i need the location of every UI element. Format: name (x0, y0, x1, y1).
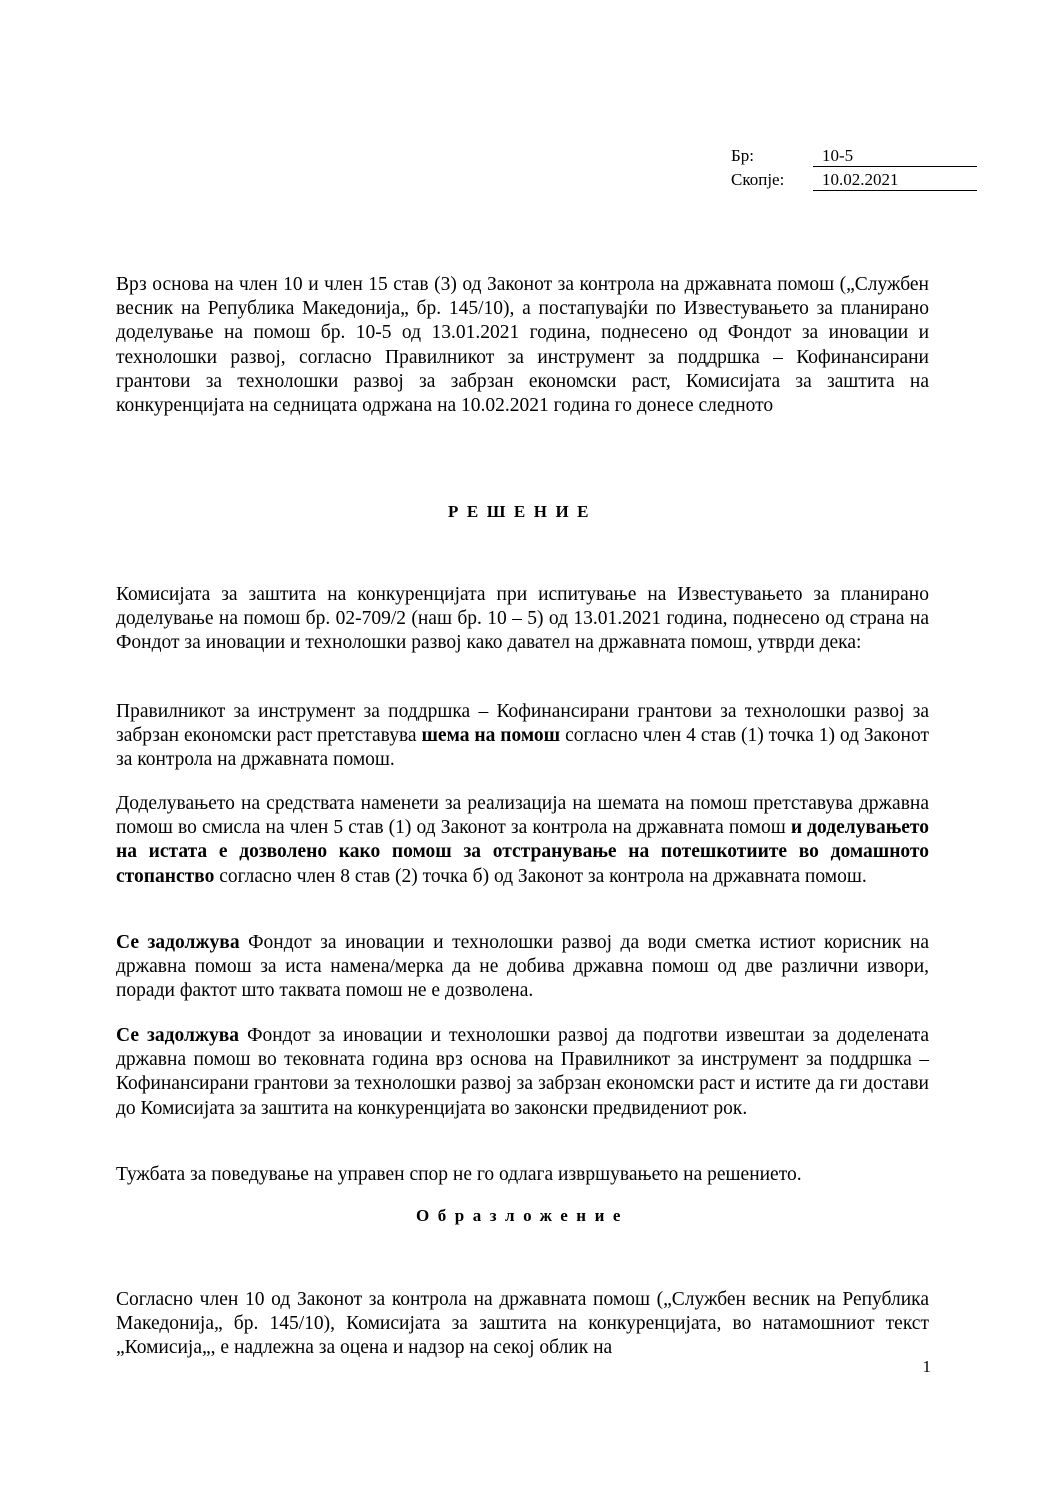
reasoning-text-1: Согласно член 10 од Законот за контрола на државната помош („Службен весник на Република Македонија„ бр. 145/10), Комисијата за заштита на конкуренцијата, во натамошниот текст „Комисија„, е надлежна за оцена и надзор на секој облик на (116, 1289, 929, 1359)
preamble (116, 273, 929, 418)
decision-paragraph-4 (116, 931, 929, 1004)
reference-number-value: 10-5 (813, 146, 977, 167)
preamble-paragraph: Врз основа на член 10 и член 15 став (3) од Законот за контрола на државната помош („Службен весник на Република Македонија„ бр. 145/10), а постапувајќи по Известувањето за планирано доделување на помош бр. 10-5 од 13.01.2021 година, поднесено од Фондот за иновации и технолошки развој, согласно Правилникот за инструмент за поддршка – Кофинансирани грантови за технолошки развој за забрзан економски раст, Комисијата за заштита на конкуренцијата на седницата одржана на 10.02.2021 година го донесе следното (116, 274, 929, 417)
decision-text-5-bold: Се задолжува (116, 1025, 240, 1046)
decision-text-2-bold: шема на помош (421, 725, 561, 747)
decision-paragraph-1 (116, 583, 929, 656)
decision-text-1: Комисијата за заштита на конкуренцијата при испитување на Известувањето за планирано доделување на помош бр. 02-709/2 (наш бр. 10 – 5) од 13.01.2021 година, поднесено од страна на Фондот за иновации и технолошки развој како давател на државната помош, утврди дека: (116, 584, 929, 654)
page-number: 1 (922, 1357, 931, 1376)
decision-text-3a: Доделувањето на средствата наменети за реализација на шемата на помош претставува државна помош во смисла на член 5 став (1) од Законот за контрола на државната помош (116, 793, 929, 839)
decision-text-5 (116, 1024, 929, 1121)
decision-paragraph-5 (116, 1024, 929, 1121)
reference-date-row (731, 170, 976, 194)
reference-block (731, 146, 976, 194)
decision-text-4b: Фондот за иновации и технолошки развој да води сметка истиот корисник на државна помош за иста намена/мерка да не добива државна помош од две различни извори, поради фактот што таквата помош не е дозволена. (116, 932, 930, 1002)
decision-text-4-bold: Се задолжува (116, 932, 240, 953)
reference-place-label: Скопје: (731, 170, 785, 189)
decision-text-3 (116, 792, 929, 889)
decision-paragraph-6 (116, 1163, 929, 1187)
reference-number-row (731, 146, 976, 170)
decision-paragraph-2 (116, 700, 929, 773)
decision-paragraph-3 (116, 792, 929, 889)
reasoning-heading: Образложение (416, 1206, 629, 1225)
decision-text-2 (116, 700, 929, 773)
reference-date-value: 10.02.2021 (813, 170, 977, 191)
decision-text-2a: Правилникот за инструмент за поддршка – Кофинансирани грантови за технолошки развој за забрзан економски раст претставува (116, 701, 929, 747)
decision-text-6: Тужбата за поведување на управен спор не го одлага извршувањето на решението. (116, 1164, 802, 1185)
reference-number-label: Бр: (731, 146, 754, 165)
decision-text-5b: Фондот за иновации и технолошки развој да подготви извештаи за доделената државна помош во тековната година врз основа на Правилникот за инструмент за поддршка – Кофинансирани грантови за технолошки развој за забрзан економски раст и истите да ги достави до Комисијата за заштита на конкуренцијата во законски предвидениот рок. (116, 1025, 930, 1119)
decision-heading: РЕШЕНИЕ (447, 502, 597, 521)
decision-text-3c: согласно член 8 став (2) точка б) од Законот за контрола на државната помош. (214, 865, 867, 887)
decision-text-3-bold: и доделувањето на истата е дозволено како помош за отстранување на потешкотиите во домашното стопанство (116, 817, 929, 887)
reasoning-paragraph-1 (116, 1288, 929, 1361)
decision-text-4 (116, 931, 929, 1004)
decision-text-2c: согласно член 4 став (1) точка 1) од Законот за контрола на државната помош. (116, 725, 929, 771)
